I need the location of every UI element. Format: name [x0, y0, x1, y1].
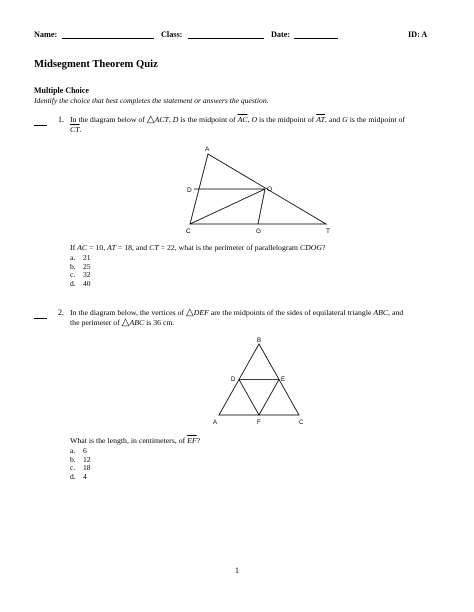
- class-blank: [188, 38, 264, 39]
- triangle-abc-diagram: [205, 335, 315, 430]
- section-heading: Multiple Choice: [34, 86, 89, 95]
- vertex-label-d: D: [187, 187, 192, 194]
- choices-1: [70, 254, 91, 288]
- question-number-2: 2.: [58, 308, 64, 317]
- choice-1b[interactable]: b. 25: [70, 261, 91, 271]
- vertex-label-c: C: [186, 228, 191, 235]
- vertex-label-f: F: [257, 420, 261, 426]
- choices-2: [70, 447, 91, 481]
- name-blank: [62, 38, 154, 39]
- vertex-label-o: O: [267, 186, 273, 193]
- question-text-1: In the diagram below of △ACT, D is the midpoint of $\overline{AC}$, O is the midpoint of $\overline{AT}$, and G is the midpoint of $\overline{CT}$.: [70, 114, 405, 135]
- vertex-label-b: B: [257, 338, 262, 344]
- triangle-act-diagram: [170, 140, 350, 240]
- question-prompt-2: What is the length, in centimeters, of $\overline{EF}$?: [70, 436, 201, 445]
- choice-2b[interactable]: b. 12: [70, 454, 91, 464]
- vertex-label-a: A: [205, 146, 210, 153]
- page-number: 1: [235, 566, 239, 575]
- vertex-label-a2: A: [213, 420, 218, 426]
- id-label: ID: A: [408, 30, 428, 39]
- answer-blank-1[interactable]: [34, 125, 47, 126]
- date-blank: [294, 38, 338, 39]
- choice-1a[interactable]: a. 21: [70, 253, 91, 262]
- name-label: Name:: [34, 30, 58, 39]
- vertex-label-d2: D: [231, 377, 236, 383]
- choice-2d[interactable]: d. 4: [70, 471, 87, 481]
- vertex-label-c2: C: [299, 420, 304, 426]
- answer-blank-2[interactable]: [34, 318, 47, 319]
- choice-1c[interactable]: c. 32: [70, 270, 91, 280]
- choice-2c[interactable]: c. 18: [70, 463, 91, 473]
- section-instructions: Identify the choice that best completes the statement or answers the question.: [34, 96, 269, 105]
- vertex-label-e: E: [281, 377, 286, 383]
- question-number-1: 1.: [58, 115, 64, 124]
- date-label: Date:: [271, 30, 291, 39]
- choice-1d[interactable]: d. 40: [70, 278, 91, 288]
- vertex-label-g: G: [256, 228, 262, 235]
- question-text-2: In the diagram below, the vertices of △DEF are the midpoints of the sides of equilateral triangle ABC, and the perimeter of △ABC is 36 cm.: [70, 307, 404, 329]
- vertex-label-t: T: [326, 228, 330, 235]
- question-prompt-1: If AC = 10, AT = 18, and CT = 22, what is the perimeter of parallelogram CDOG?: [70, 243, 326, 252]
- choice-2a[interactable]: a. 6: [70, 446, 87, 455]
- class-label: Class:: [161, 30, 183, 39]
- quiz-title: Midsegment Theorem Quiz: [34, 59, 158, 70]
